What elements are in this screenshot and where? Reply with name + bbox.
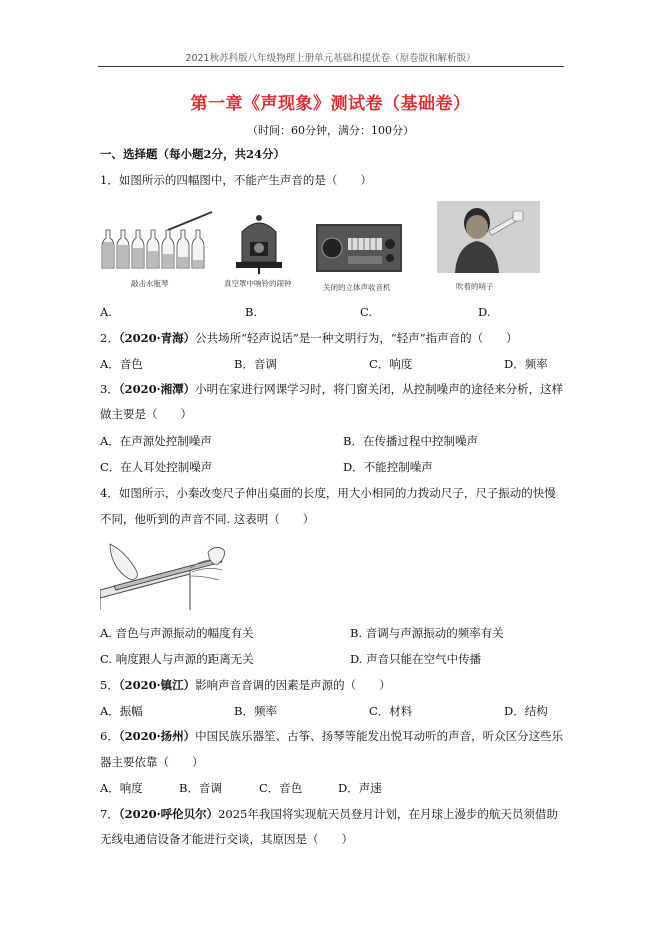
question-2-option-a: A．音色 (100, 357, 143, 371)
question-4-stem-line2: 不同，他听到的声音不同. 这表明（ ） (100, 512, 315, 526)
bell-jar-figure (232, 212, 286, 274)
figure-caption-b: 真空罩中响铃的闹钟 (224, 279, 292, 288)
header-divider (98, 66, 564, 67)
question-3-option-a: A．在声源处控制噪声 (100, 434, 212, 448)
question-7-source: （2020·呼伦贝尔） (118, 807, 219, 821)
left-hand (110, 544, 137, 580)
question-2-source: （2020·青海） (118, 331, 196, 345)
question-1-option-b: B. (245, 305, 258, 319)
whistle-boy-figure (437, 201, 540, 273)
radio-figure (316, 224, 402, 274)
question-6-source: （2020·扬州） (118, 729, 196, 743)
question-4-option-d: D. 声音只能在空气中传播 (350, 652, 482, 666)
section-heading: 一、选择题（每小题2分，共24分） (100, 147, 286, 161)
question-3-option-d: D．不能控制噪声 (343, 460, 433, 474)
question-2-option-b: B．音调 (234, 357, 277, 371)
question-7-stem-line2: 无线电通信设备才能进行交谈，其原因是（ ） (100, 832, 353, 846)
page-title: 第一章《声现象》测试卷（基础卷） (190, 94, 471, 114)
striking-stick (168, 212, 212, 230)
question-1-option-c: C. (360, 305, 373, 319)
question-6-stem-line2: 器主要依靠（ ） (100, 755, 204, 769)
question-3-source: （2020·湘潭） (118, 382, 196, 396)
question-4-option-c: C. 响度跟人与声源的距离无关 (100, 652, 254, 666)
figure-caption-a: 敲击水瓶琴 (131, 279, 169, 288)
question-6-option-c: C．音色 (259, 781, 303, 795)
question-1-option-a: A. (100, 305, 112, 319)
question-6-stem-line1: 6．（2020·扬州）中国民族乐器笙、古筝、扬琴等能发出悦耳动听的声音，听众区分这些乐 (100, 729, 564, 743)
figure-caption-d: 吹着的哨子 (456, 282, 494, 291)
question-5-stem: 5．（2020·镇江）影响声音音调的因素是声源的（ ） (100, 678, 391, 692)
question-6-option-d: D．声速 (338, 781, 382, 795)
question-4-stem-line1: 4．如图所示，小秦改变尺子伸出桌面的长度，用大小相同的力拨动尺子，尺子振动的快慢 (100, 486, 556, 500)
question-4-option-a: A. 音色与声源振动的幅度有关 (100, 626, 254, 640)
question-5-option-c: C．材料 (369, 704, 413, 718)
ruler-table-figure (100, 538, 230, 610)
question-1-option-d: D. (478, 305, 491, 319)
question-5-option-a: A．振幅 (100, 704, 143, 718)
question-2-option-c: C．响度 (369, 357, 413, 371)
question-3-option-b: B．在传播过程中控制噪声 (343, 434, 478, 448)
question-4-option-b: B. 音调与声源振动的频率有关 (350, 626, 504, 640)
page-header: 2021秋苏科版八年级物理上册单元基础和提优卷（原卷版和解析版） (185, 53, 476, 64)
question-3-stem-line1: 3．（2020·湘潭）小明在家进行网课学习时，将门窗关闭，从控制噪声的途径来分析，这样 (100, 382, 564, 396)
question-5-option-d: D．结构 (504, 704, 548, 718)
question-1-stem: 1．如图所示的四幅图中，不能产生声音的是（ ） (100, 173, 372, 187)
question-6-option-a: A．响度 (100, 781, 143, 795)
question-3-option-c: C．在人耳处控制噪声 (100, 460, 213, 474)
question-5-source: （2020·镇江） (118, 678, 196, 692)
question-7-stem-line1: 7．（2020·呼伦贝尔）2025年我国将实现航天员登月计划，在月球上漫步的航天员须借助 (100, 807, 558, 821)
question-2-option-d: D．频率 (504, 357, 548, 371)
question-2-stem: 2．（2020·青海）公共场所“轻声说话”是一种文明行为，“轻声”指声音的（ ） (100, 331, 518, 345)
water-bottles-figure (100, 208, 218, 274)
figure-caption-c: 关闭的立体声收音机 (323, 283, 391, 292)
exam-duration-score: （时间：60分钟，满分：100分） (247, 124, 414, 137)
question-5-option-b: B．频率 (234, 704, 277, 718)
question-3-stem-line2: 做主要是（ ） (100, 407, 192, 421)
question-6-option-b: B．音调 (179, 781, 222, 795)
